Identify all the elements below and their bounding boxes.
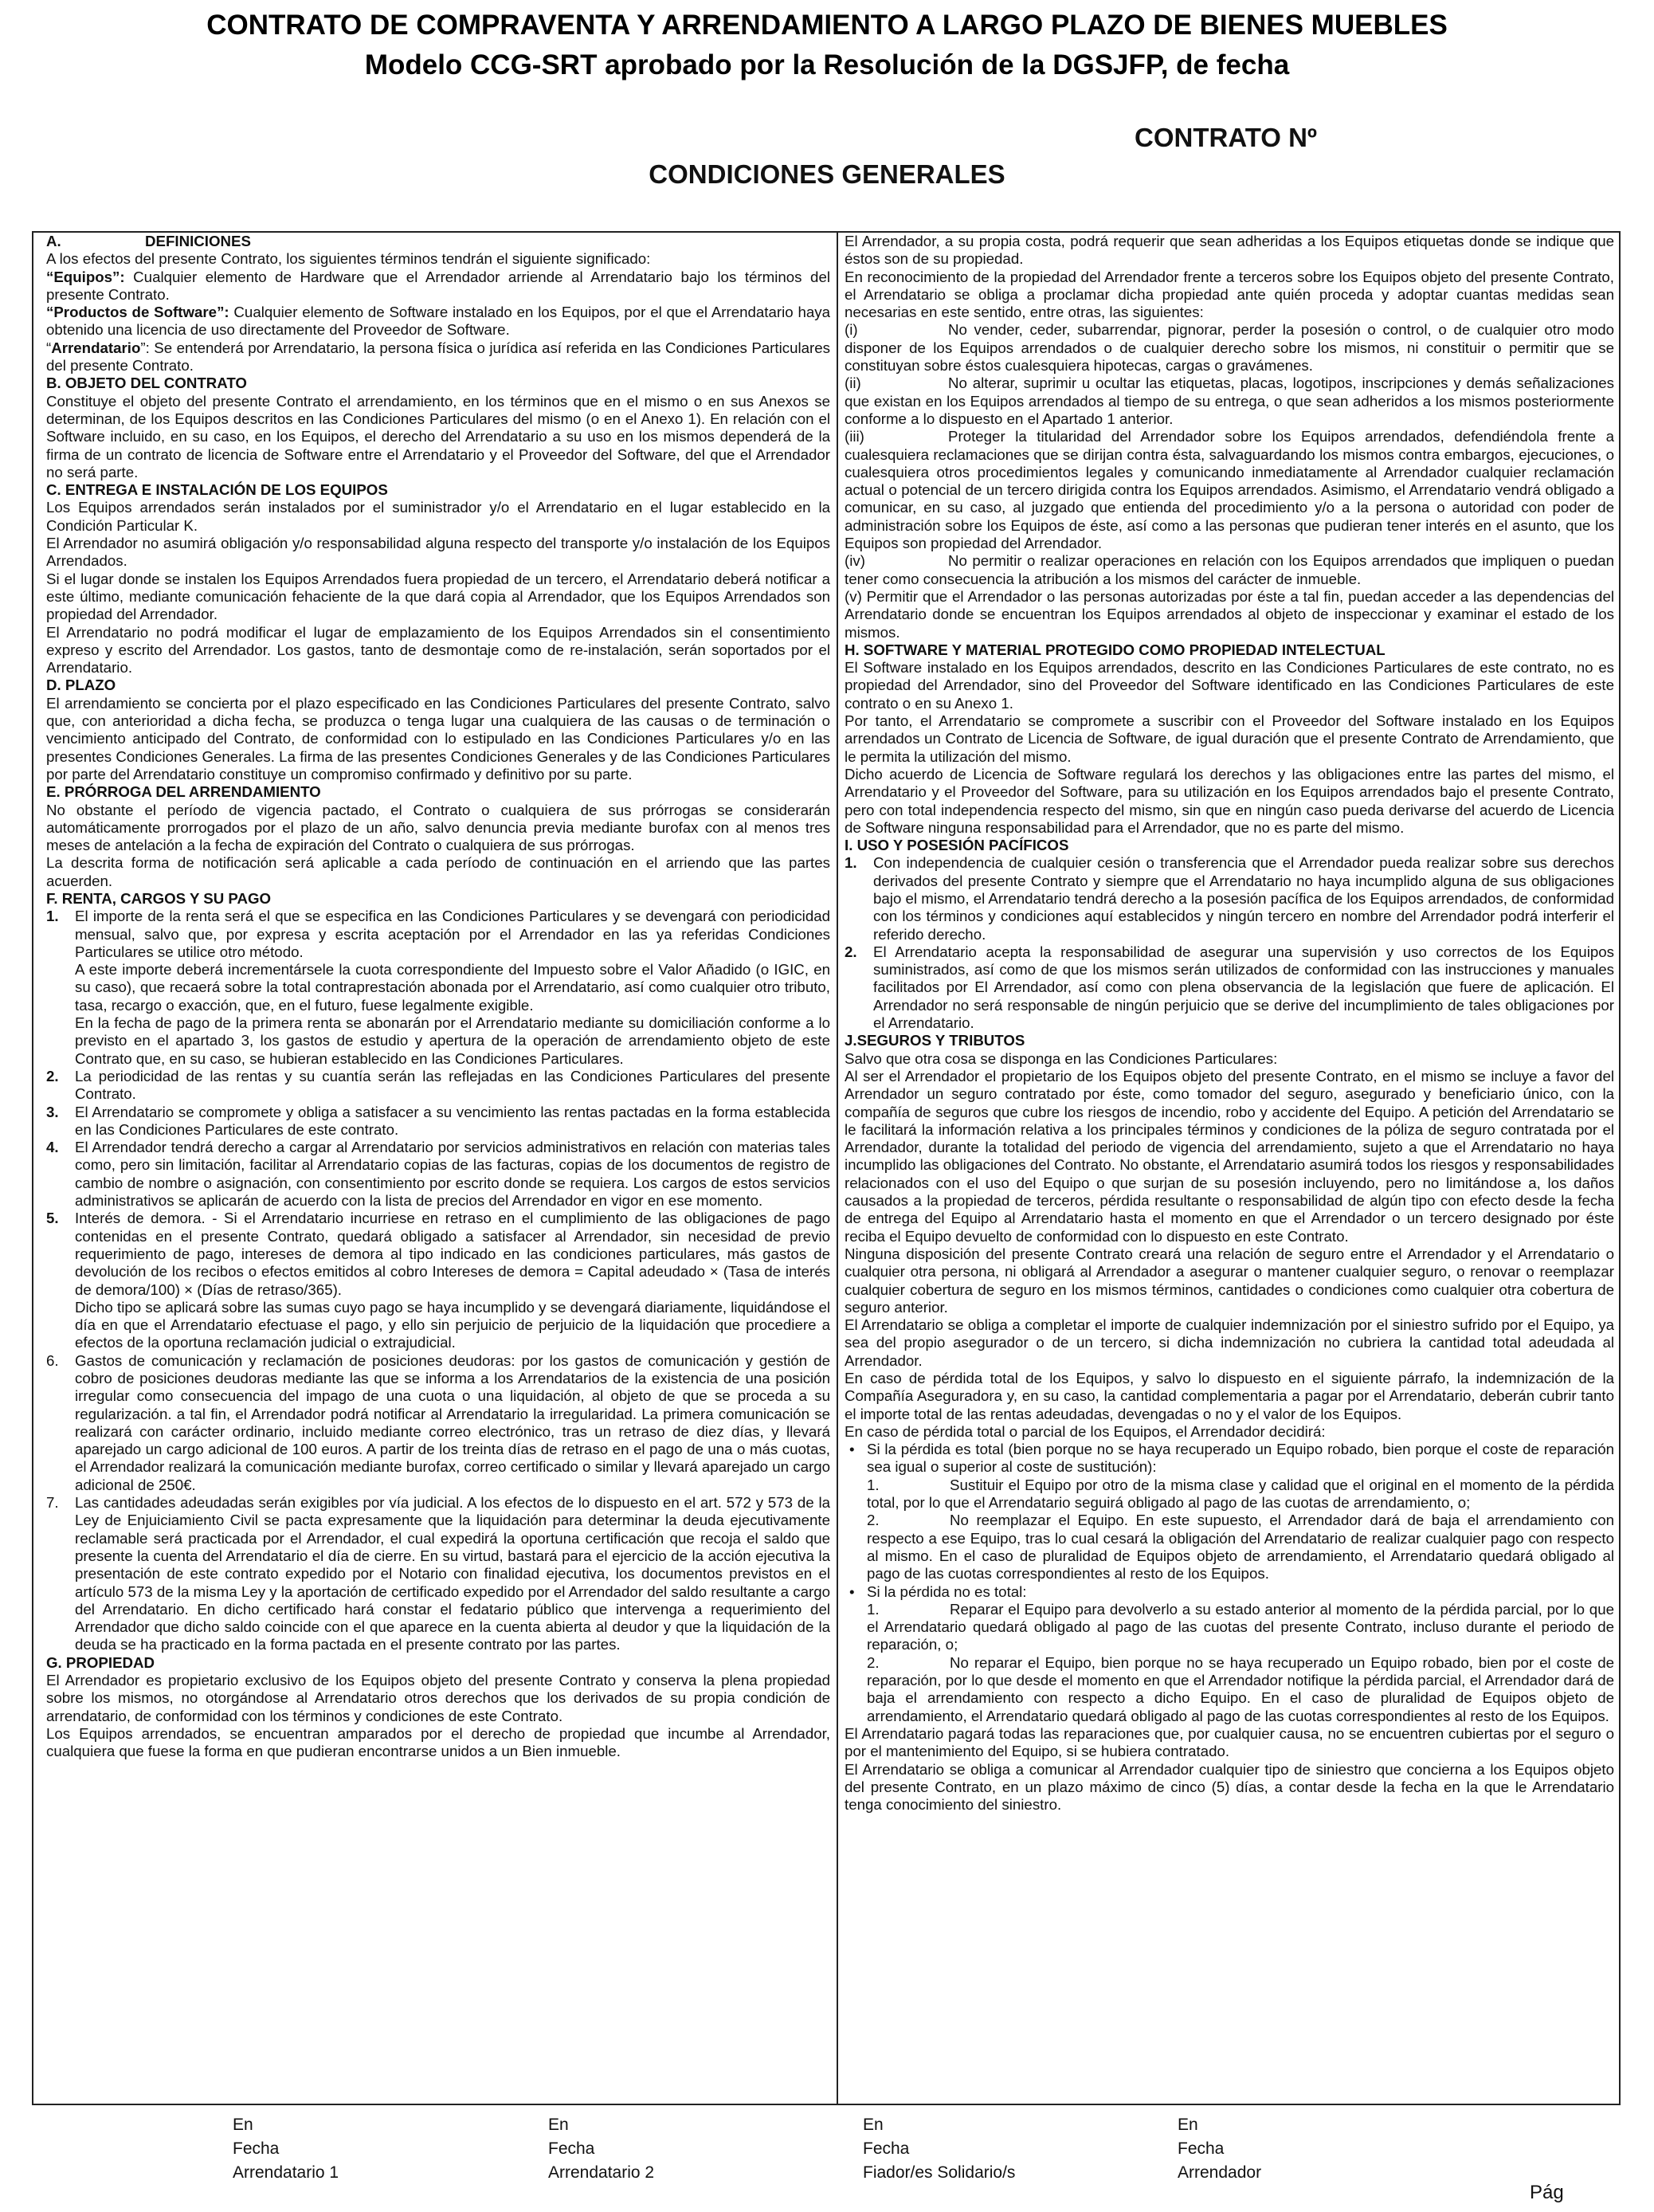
clause-number: 7. (46, 1494, 59, 1512)
option-number: 2. (867, 1653, 880, 1671)
option-text: Reparar el Equipo para devolverlo a su estado anterior al momento de la pérdida parcial, por lo que el Arrendatario quedará obligado al pago de las cuotas del presente Contrato, incluso durante el periodo de reparación, o; (867, 1600, 1614, 1653)
term-arrendatario: Arrendatario (51, 339, 141, 356)
clause-f5 (46, 1210, 830, 1351)
clause-paragraph: El Arrendatario acepta la responsabilidad de asegurar una supervisión y uso correctos de los Equipos suministrados, así como de que los mismos serán utilizados de conformidad con las instrucciones y manuales facilitados por El Arrendador, así como con plena observancia de la legislación que fuere de aplicación. El Arrendador no será responsable de ningún perjuicio que se derive del incumplimiento de tales obligaciones por el Arrendatario. (873, 943, 1614, 1032)
measure-text: Proteger la titularidad del Arrendador sobre los Equipos arrendados, defendiéndola frente a cualesquiera reclamaciones que se dirijan contra ésta, salvaguardando los mismos contra embargos, ejecuciones, o cualesquiera otros procedimientos legales y comunicando inmediatamente al Arrendador cualquier reclamación actual o potencial de un tercero dirigida contra los Equipos arrendados. Asimismo, el Arrendatario vendrá obligado a comunicar, en su caso, al juzgado que entienda del procedimiento y/o a la persona o autoridad con poder de administración sobre los Equipos de éste, así como a las personas que pudieran tener interés en el asunto, que los Equipos son propiedad del Arrendador. (845, 428, 1614, 552)
measure-text: No permitir o realizar operaciones en relación con los Equipos arrendados que impliquen o puedan tener como consecuencia la atribución a los mismos del carácter de inmueble. (845, 552, 1614, 587)
section-g-paragraph: Los Equipos arrendados, se encuentran amparados por el derecho de propiedad que incumbe al Arrendador, cualquiera que fuese la forma en que pudieran encontrarse unidos a un Bien inmueble. (46, 1724, 830, 1760)
section-a-number: A. (46, 233, 61, 249)
clause-f6 (46, 1352, 830, 1494)
clause-paragraph: El Arrendatario se compromete y obliga a satisfacer a su vencimiento las rentas pactadas en la forma establecida en las Condiciones Particulares de este contrato. (75, 1103, 830, 1138)
section-j-paragraph: En caso de pérdida total o parcial de los Equipos, el Arrendador decidirá: (845, 1422, 1326, 1440)
definition-arrendatario-text: ”: Se entenderá por Arrendatario, la persona física o jurídica así referida en las Condiciones Particulares del presente Contrato. (46, 339, 830, 375)
right-column (845, 233, 1614, 2102)
open-quote: “ (46, 339, 52, 356)
section-h-paragraph: El Software instalado en los Equipos arrendados, descrito en las Condiciones Particulares de este contrato, no es propiedad del Arrendador, sino del Proveedor del Software identificado en las Condiciones Particulares de este contrato o en su Anexo 1. (845, 659, 1614, 712)
option-2 (845, 1512, 1614, 1583)
definitions-intro: A los efectos del presente Contrato, los siguientes términos tendrán el siguiente significado: (46, 250, 651, 268)
measure-iv (845, 552, 1614, 588)
roman-numeral: (i) (845, 321, 858, 339)
section-i-heading: I. USO Y POSESIÓN PACÍFICOS (845, 837, 1069, 854)
clause-number: 3. (46, 1103, 59, 1120)
option-text: No reparar el Equipo, bien porque no se haya recuperado un Equipo robado, bien por el coste de reparación, por lo que desde el momento en que el Arrendador notifique la pérdida parcial, el Arrendador dará de baja el arrendamiento con respecto a dicho Equipo. En el caso de pluralidad de Equipos objeto de arrendamiento, el Arrendatario quedará obligado al pago de las cuotas correspondientes al resto de los Equipos. (867, 1653, 1614, 1724)
clause-f2 (46, 1068, 830, 1104)
roman-numeral: (iv) (845, 552, 865, 570)
measure-ii (845, 375, 1614, 428)
section-j-paragraph: Ninguna disposición del presente Contrato creará una relación de seguro entre el Arrendador y el Arrendatario o cualquier otra persona, ni obligará al Arrendador a asegurar o mantener cualquier seguro, o renovar o reemplazar cualquier cobertura de seguro en los mismos términos, cantidades o condiciones como cualquier otra cobertura de seguro anterior. (845, 1245, 1614, 1316)
left-column (46, 233, 830, 2102)
clause-i1 (845, 854, 1614, 943)
section-j-paragraph: Salvo que otra cosa se disponga en las Condiciones Particulares: (845, 1049, 1278, 1067)
signature-party: Fiador/es Solidario/s (863, 2163, 1016, 2182)
section-c-paragraph: Si el lugar donde se instalen los Equipos Arrendados fuera propiedad de un tercero, el Arrendatario deberá notificar a este último, mediante comunicación fehaciente de la que dará copia al Arrendador, que los Equipos Arrendados son propiedad del Arrendador. (46, 570, 830, 623)
clause-f3 (46, 1104, 830, 1139)
signature-block-arrendador (1178, 2113, 1261, 2185)
section-c-paragraph: El Arrendador no asumirá obligación y/o responsabilidad alguna respecto del transporte y/o instalación de los Equipos Arrendados. (46, 535, 830, 570)
section-g-paragraph: El Arrendador, a su propia costa, podrá requerir que sean adheridas a los Equipos etiquetas donde se indique que éstos son de su propiedad. (845, 233, 1614, 268)
measure-v: (v) Permitir que el Arrendador o las personas autorizadas por éste a tal fin, puedan acceder a las dependencias del Arrendatario donde se encuentran los Equipos arrendados al objeto de inspeccionar y examinar el estado de los mismos. (845, 587, 1614, 641)
signature-block-arrendatario-1 (233, 2113, 339, 2185)
term-software: “Productos de Software”: (46, 304, 229, 321)
measure-iii (845, 428, 1614, 552)
signature-block-fiador (863, 2113, 1015, 2185)
signature-place: En (233, 2116, 253, 2134)
page-label: Pág (1530, 2182, 1564, 2203)
bullet-text: Si la pérdida es total (bien porque no se haya recuperado un Equipo robado, bien porque el coste de reparación sea igual o superior al coste de sustitución): (867, 1441, 1614, 1476)
signature-place: En (1178, 2116, 1198, 2134)
signature-date: Fecha (1178, 2139, 1225, 2158)
term-equipos: “Equipos”: (46, 268, 125, 285)
bullet-partial-loss (845, 1583, 1614, 1601)
option-1 (845, 1601, 1614, 1654)
roman-numeral: (ii) (845, 375, 861, 392)
measure-i (845, 321, 1614, 375)
section-b-text: Constituye el objeto del presente Contrato el arrendamiento, en los términos que en el mismo o en sus Anexos se determinan, de los Equipos descritos en las Condiciones Particulares del mismo (o en el Anexo 1). En relación con el Software incluido, en su caso, en los Equipos, el derecho del Arrendatario a su uso en los mismos dependerá de la firma de un contrato de licencia de Software entre el Arrendatario y el Proveedor del Software, del que el Arrendador no será parte. (46, 392, 830, 480)
section-b-heading: B. OBJETO DEL CONTRATO (46, 375, 247, 392)
clause-number: 1. (46, 908, 59, 925)
section-f-heading: F. RENTA, CARGOS Y SU PAGO (46, 889, 272, 907)
section-d-text: El arrendamiento se concierta por el plazo especificado en las Condiciones Particulares del presente Contrato, salvo que, con anterioridad a dicha fecha, se produzca o tenga lugar una cualquiera de las causas o de terminación o vencimiento anticipado del Contrato, de conformidad con lo estipulado en las Condiciones Particulares y/o en las presentes Condiciones Generales. La firma de las presentes Condiciones Generales y de las Condiciones Particulares por parte del Arrendatario constituye un compromiso confirmado y definitivo por su parte. (46, 694, 830, 782)
clause-number: 1. (845, 854, 857, 872)
definition-equipos-text: Cualquier elemento de Hardware que el Arrendador arriende al Arrendatario bajo los términos del presente Contrato. (46, 268, 830, 303)
bullet-dot-icon: • (849, 1583, 855, 1600)
definition-arrendatario (46, 339, 830, 375)
clause-paragraph: Con independencia de cualquier cesión o transferencia que el Arrendador pueda realizar sobre sus derechos derivados del presente Contrato y siempre que el Arrendatario no haya incumplido alguna de sus obligaciones bajo el mismo, el Arrendatario tendrá derecho a la posesión pacífica de los Equipos arrendados, de conformidad con los términos y condiciones aquí establecidos y ningún tercero en nombre del Arrendador podrá interferir el referido derecho. (873, 854, 1614, 943)
section-g-paragraph: El Arrendador es propietario exclusivo de los Equipos objeto del presente Contrato y conserva la plena propiedad sobre los mismos, no otorgándose al Arrendatario otros derechos que los derivados de su propia condición de arrendatario, de conformidad con los términos y condiciones de este Contrato. (46, 1672, 830, 1724)
section-g-paragraph: En reconocimiento de la propiedad del Arrendador frente a terceros sobre los Equipos objeto del presente Contrato, el Arrendatario se obliga a proclamar dicha propiedad ante quién proceda y adoptar cuantas medidas sean necesarias en este sentido, entre otras, las siguientes: (845, 268, 1614, 321)
section-e-paragraph: No obstante el período de vigencia pactado, el Contrato o cualquiera de sus prórrogas se considerarán automáticamente prorrogados por el plazo de un año, salvo denuncia previa mediante burofax con al menos tres meses de antelación a la fecha de expiración del Contrato o cualquiera de sus prórrogas. (46, 801, 830, 854)
contract-title: CONTRATO DE COMPRAVENTA Y ARRENDAMIENTO A LARGO PLAZO DE BIENES MUEBLES (206, 10, 1448, 41)
bullet-text: Si la pérdida no es total: (867, 1583, 1027, 1600)
clause-number: 2. (845, 943, 857, 960)
section-c-heading: C. ENTREGA E INSTALACIÓN DE LOS EQUIPOS (46, 481, 388, 499)
signature-place: En (548, 2116, 569, 2134)
signature-date: Fecha (233, 2139, 280, 2158)
clause-f4 (46, 1139, 830, 1210)
section-j-paragraph: El Arrendatario pagará todas las reparaciones que, por cualquier causa, no se encuentren cubiertas por el seguro o por el mantenimiento del Equipo, si se hubiera contratado. (845, 1724, 1614, 1760)
clause-number: 6. (46, 1351, 59, 1369)
option-number: 1. (867, 1476, 880, 1493)
clause-paragraph: A este importe deberá incrementársele la cuota correspondiente del Impuesto sobre el Valor Añadido (o IGIC, en su caso), que recaerá sobre la total contraprestación abonada por el Arrendatario, así como cualquier otro tributo, tasa, recargo o exacción, que, en el futuro, fuese legalmente exigible. (75, 961, 830, 1014)
clause-f1 (46, 908, 830, 1068)
bullet-total-loss (845, 1441, 1614, 1477)
section-j-paragraph: Al ser el Arrendador el propietario de los Equipos objeto del presente Contrato, en el mismo se incluye a favor del Arrendador un seguro contratado por éste, como tomador del seguro, asegurado y beneficiario único, con la compañía de seguros que cubre los riesgos de incendio, robo y accidente del Equipo. A petición del Arrendatario se le facilitará la información relativa a los principales términos y condiciones de la póliza de seguro contratada por el Arrendador, durante la totalidad del periodo de vigencia del arrendamiento, sujeto a que el Arrendatario no haya incumplido las obligaciones del Contrato. No obstante, el Arrendatario asumirá todos los riesgos y responsabilidades relacionados con el uso del Equipo o que surjan de su posesión incluyendo, pero no limitándose a, los daños causados a la propiedad de terceros, pérdida resultante o responsabilidad de algún tipo con efecto desde la fecha de entrega del Equipo al Arrendatario hasta el momento en que el Arrendador o un tercero designado por éste reciba el Equipo devuelto de conformidad con lo dispuesto en este Contrato. (845, 1067, 1614, 1245)
signature-date: Fecha (548, 2139, 595, 2158)
clause-number: 5. (46, 1210, 59, 1227)
section-h-heading: H. SOFTWARE Y MATERIAL PROTEGIDO COMO PROPIEDAD INTELECTUAL (845, 641, 1386, 658)
signature-party: Arrendador (1178, 2163, 1262, 2182)
option-1 (845, 1477, 1614, 1512)
section-c-paragraph: El Arrendatario no podrá modificar el lugar de emplazamiento de los Equipos Arrendados sin el consentimiento expreso y escrito del Arrendador. Los gastos, tanto de desmontaje como de re-instalación, serán soportados por el Arrendatario. (46, 623, 830, 677)
signature-block-arrendatario-2 (548, 2113, 654, 2185)
clause-paragraph: En la fecha de pago de la primera renta se abonarán por el Arrendatario mediante su domiciliación conforme a lo previsto en el apartado 3, los gastos de estudio y apertura de la operación de arrendamiento objeto de este Contrato que, en su caso, se hubieran establecido en las Condiciones Particulares. (75, 1014, 830, 1067)
clause-paragraph: Las cantidades adeudadas serán exigibles por vía judicial. A los efectos de lo dispuesto en el art. 572 y 573 de la Ley de Enjuiciamiento Civil se pacta expresamente que la liquidación para determinar la deuda ejecutivamente reclamable será practicada por el Arrendador, el cual expedirá la oportuna certificación que recoja el saldo que presente la cuenta del Arrendatario el día de cierre. En su virtud, bastará para el ejercicio de la acción ejecutiva la presentación de este contrato expedido por el Notario con finalidad ejecutiva, los documentos previstos en el artículo 573 de la misma Ley y la aportación de certificado expedido por el Arrendador del saldo resultante a cargo del Arrendatario. En dicho certificado hará constar el fedatario público que intervenga a requerimiento del Arrendador que dicho saldo coincide con el que aparece en la cuenta abierta al deudor y que la liquidación de la deuda se ha practicado en la forma pactada en el presente contrato por las partes. (75, 1494, 830, 1653)
section-h-paragraph: Por tanto, el Arrendatario se compromete a suscribir con el Proveedor del Software instalado en los Equipos arrendados un Contrato de Licencia de Software, de igual duración que el presente Contrato de Arrendamiento, que le permita la utilización del mismo. (845, 712, 1614, 765)
section-g-heading: G. PROPIEDAD (46, 1653, 155, 1671)
section-j-paragraph: En caso de pérdida total de los Equipos, y salvo lo dispuesto en el siguiente párrafo, la indemnización de la Compañía Aseguradora y, en su caso, la cantidad complementaria a pagar por el Arrendatario, deberán cubrir tanto el importe total de las rentas adeudadas, devengadas o no y el valor de los Equipos. (845, 1370, 1614, 1422)
clause-paragraph: Interés de demora. - Si el Arrendatario incurriese en retraso en el cumplimiento de las obligaciones de pago contenidas en el presente Contrato, quedará obligado a satisfacer al Arrendador, sin necesidad de previo requerimiento de pago, intereses de demora al tipo indicado en las condiciones particulares, más gastos de devolución de los recibos o efectos emitidos al cobro Intereses de demora = Capital adeudado × (Tasa de interés de demora/100) × (Días de retraso/365). (75, 1210, 830, 1298)
measure-text: No vender, ceder, subarrendar, pignorar, perder la posesión o control, o de cualquier otro modo disponer de los Equipos arrendados o de cualquier derecho sobre los mismos, ni constituir o permitir que se constituyan sobre éstos cualesquiera hipotecas, cargas o gravámenes. (845, 321, 1614, 375)
clause-number: 4. (46, 1139, 59, 1156)
signature-party: Arrendatario 1 (233, 2163, 339, 2182)
contract-number-label: CONTRATO Nº (1135, 123, 1317, 152)
section-e-paragraph: La descrita forma de notificación será aplicable a cada período de continuación en el arriendo que las partes acuerden. (46, 854, 830, 889)
definition-equipos (46, 269, 830, 304)
section-j-paragraph: El Arrendatario se obliga a comunicar al Arrendador cualquier tipo de siniestro que concierna a los Equipos objeto del presente Contrato, en un plazo máximo de cinco (5) días, a contar desde la fecha en la que le Arrendatario tenga conocimiento del siniestro. (845, 1760, 1614, 1814)
definition-software (46, 304, 830, 339)
bullet-dot-icon: • (849, 1441, 855, 1458)
section-h-paragraph: Dicho acuerdo de Licencia de Software regulará los derechos y las obligaciones entre las partes del mismo, el Arrendatario y el Proveedor del Software, para su utilización en los Equipos arrendados bajo el presente Contrato, pero con total independencia respecto del mismo, sin que en ningún caso pueda derivarse del acuerdo de Licencia de Software ninguna responsabilidad para el Arrendador, que no es parte del mismo. (845, 765, 1614, 836)
section-j-paragraph: El Arrendatario se obliga a completar el importe de cualquier indemnización por el siniestro sufrido por el Equipo, ya sea del propio asegurador o de un tercero, si dicha indemnización no cubriera la cantidad total adeudada al Arrendador. (845, 1316, 1614, 1369)
clause-paragraph: El importe de la renta será el que se especifica en las Condiciones Particulares y se devengará con periodicidad mensual, salvo que, por expresa y escrita aceptación por el Arrendador en las ya referidas Condiciones Particulares se utilice otro método. (75, 908, 830, 960)
clause-number: 2. (46, 1067, 59, 1084)
signature-date: Fecha (863, 2139, 910, 2158)
contract-subtitle: Modelo CCG-SRT aprobado por la Resolución de la DGSJFP, de fecha (364, 49, 1290, 80)
section-heading: CONDICIONES GENERALES (649, 159, 1005, 189)
option-number: 2. (867, 1512, 880, 1529)
signature-place: En (863, 2116, 884, 2134)
option-text: Sustituir el Equipo por otro de la misma clase y calidad que el original en el momento de la pérdida total, por lo que el Arrendatario seguirá obligado al pago de las cuotas de arrendamiento, o; (867, 1476, 1614, 1512)
section-e-heading: E. PRÓRROGA DEL ARRENDAMIENTO (46, 783, 321, 801)
signature-party: Arrendatario 2 (548, 2163, 655, 2182)
option-text: No reemplazar el Equipo. En este supuesto, el Arrendador dará de baja el arrendamiento con respecto a ese Equipo, tras lo cual cesará la obligación del Arrendatario de realizar cualquier pago con respecto al mismo. En el caso de pluralidad de Equipos objeto de arrendamiento, el Arrendatario quedará obligado al pago de las cuotas correspondientes al resto de los Equipos. (867, 1512, 1614, 1583)
measure-text: No alterar, suprimir u ocultar las etiquetas, placas, logotipos, inscripciones y demás señalizaciones que existan en los Equipos arrendados al tiempo de su entrega, o que sean adheridos a los mismos posteriormente conforme a lo dispuesto en el Apartado 1 anterior. (845, 375, 1614, 427)
option-2 (845, 1654, 1614, 1725)
clause-f7 (46, 1494, 830, 1654)
definition-software-text: Cualquier elemento de Software instalado en los Equipos, por el que el Arrendatario haya obtenido una licencia de uso directamente del Proveedor de Software. (46, 304, 830, 339)
roman-numeral: (iii) (845, 428, 864, 445)
option-number: 1. (867, 1600, 880, 1618)
section-c-paragraph: Los Equipos arrendados serán instalados por el suministrador y/o el Arrendatario en el lugar establecido en la Condición Particular K. (46, 499, 830, 534)
clause-paragraph: El Arrendador tendrá derecho a cargar al Arrendatario por servicios administrativos en relación con materias tales como, pero sin limitación, facilitar al Arrendatario copias de las facturas, copias de los documentos de registro de cambio de nombre o asignación, con consentimiento por escrito donde se requiera. Los cargos de estos servicios administrativos se aplicarán de acuerdo con la lista de precios del Arrendador en vigor en ese momento. (75, 1139, 830, 1210)
clause-paragraph: Gastos de comunicación y reclamación de posiciones deudoras: por los gastos de comunicación y gestión de cobro de posiciones deudoras mediante las que se informa a los Arrendatarios de la existencia de una posición irregular como consecuencia del impago de una cuota o una liquidación, al objeto de que se proceda a su regularización. a tal fin, el Arrendador podrá notificar al Arrendatario la irregularidad. La primera comunicación se realizará con carácter ordinario, incluido mediante correo electrónico, tras un retraso de diez días, y llevará aparejado un cargo adicional de 100 euros. A partir de los treinta días de retraso en el pago de una o más cuotas, el Arrendador realizará la comunicación mediante burofax, correo certificado o similar y llevará aparejado un cargo adicional de 250€. (75, 1351, 830, 1493)
column-divider (837, 231, 838, 2105)
clause-paragraph: La periodicidad de las rentas y su cuantía serán las reflejadas en las Condiciones Particulares del presente Contrato. (75, 1067, 830, 1103)
section-a-heading (46, 233, 830, 250)
clause-paragraph: Dicho tipo se aplicará sobre las sumas cuyo pago se haya incumplido y se devengará diariamente, liquidándose el día en que el Arrendatario efectuase el pago, y ello sin perjuicio de perjuicio de la liquidación que procediere a efectos de la oportuna reclamación judicial o extrajudicial. (75, 1298, 830, 1351)
section-j-heading: J.SEGUROS Y TRIBUTOS (845, 1032, 1025, 1049)
clause-i2 (845, 943, 1614, 1032)
section-d-heading: D. PLAZO (46, 677, 116, 694)
section-a-title: DEFINICIONES (145, 233, 251, 249)
